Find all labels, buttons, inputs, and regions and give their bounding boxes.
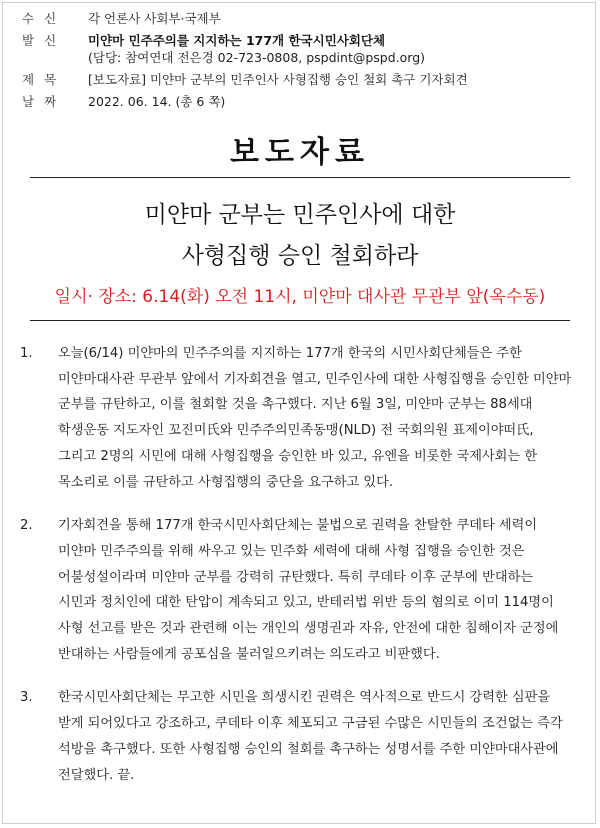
title-divider: [30, 177, 570, 178]
item-text: 기자회견을 통해 177개 한국시민사회단체는 불법으로 권력을 찬탈한 쿠데타 세력이 미얀마 민주주의를 위해 싸우고 있는 민주화 세력에 대해 사형 집행을 승인한 것은 어불성설이라며 미얀마 군부를 강력히 규탄했다. 특히 쿠데타 이후 군부에 반대하는 시민과 정치인에 대한 탄압이 계속되고 있고, 반테러법 위반 등의 혐의로 이미 114명이 사형 선고를 받은 것과 관련해 이는 개인의 생명권과 자유, 안전에 대한 침해이자 군정에 반대하는 사람들에게 공포심을 불러일으키려는 의도라고 비판했다.: [58, 518, 559, 662]
list-item: [20, 513, 575, 667]
page-title: 보도자료: [230, 135, 370, 170]
event-info: 일시· 장소: 6.14(화) 오전 11시, 미얀마 대사관 무관부 앞(옥수동): [54, 287, 546, 307]
meta-value: [보도자료] 미얀마 군부의 민주인사 사형집행 승인 철회 촉구 기자회견: [88, 72, 468, 87]
meta-row-date: [22, 93, 582, 110]
headline-line-1: 미얀마 군부는 민주인사에 대한: [144, 202, 456, 228]
item-number: 1.: [20, 346, 33, 361]
item-text: 한국시민사회단체는 무고한 시민을 희생시킨 권력은 역사적으로 반드시 강력한 심판을 받게 되어있다고 강조하고, 쿠데타 이후 체포되고 구금된 수많은 시민들의 조건없는 즉각 석방을 촉구했다. 또한 사형집행 승인의 철회를 촉구하는 성명서를 주한 미얀마대사관에 전달했다. 끝.: [58, 690, 563, 783]
item-number: 2.: [20, 518, 33, 534]
meta-label: 날짜: [22, 94, 67, 109]
item-text: 오늘(6/14) 미얀마의 민주주의를 지지하는 177개 한국의 시민사회단체들은 주한 미얀마대사관 무관부 앞에서 기자회견을 열고, 민주인사에 대한 사형집행을 승인한 미얀마 군부를 규탄하고, 이를 철회할 것을 촉구했다. 지난 6월 3일, 미얀마 군부는 88세대 학생운동 지도자인 꼬진미氏와 민주주의민족동맹(NLD) 전 국회의원 표제이야떠氏, 그리고 2명의 시민에 대해 사형집행을 승인한 바 있고, 유엔을 비롯한 국제사회는 한 목소리로 이를 규탄하고 사형집행의 중단을 요구하고 있다.: [58, 346, 572, 490]
section-divider: [30, 320, 570, 321]
meta-label: 발신: [22, 33, 67, 48]
sender-name: 미얀마 민주주의를 지지하는 177개 한국시민사회단체: [88, 33, 386, 48]
meta-label: 제목: [22, 72, 67, 87]
meta-label: 수신: [22, 11, 67, 26]
headline-line-2: 사형집행 승인 철회하라: [181, 243, 419, 269]
meta-row-recipient: [22, 10, 582, 27]
meta-value: [88, 32, 582, 66]
meta-row-sender: [22, 32, 582, 66]
document-meta: [22, 10, 582, 115]
meta-value: 각 언론사 사회부·국제부: [88, 11, 221, 26]
sender-contact: (담당: 참여연대 전은경 02-723-0808, pspdint@pspd.org): [88, 50, 426, 65]
meta-row-subject: [22, 71, 582, 88]
meta-value: 2022. 06. 14. (총 6 쪽): [88, 94, 226, 109]
item-number: 3.: [20, 690, 33, 706]
list-item: [20, 341, 575, 495]
list-item: [20, 685, 575, 788]
body-list: [20, 341, 575, 806]
